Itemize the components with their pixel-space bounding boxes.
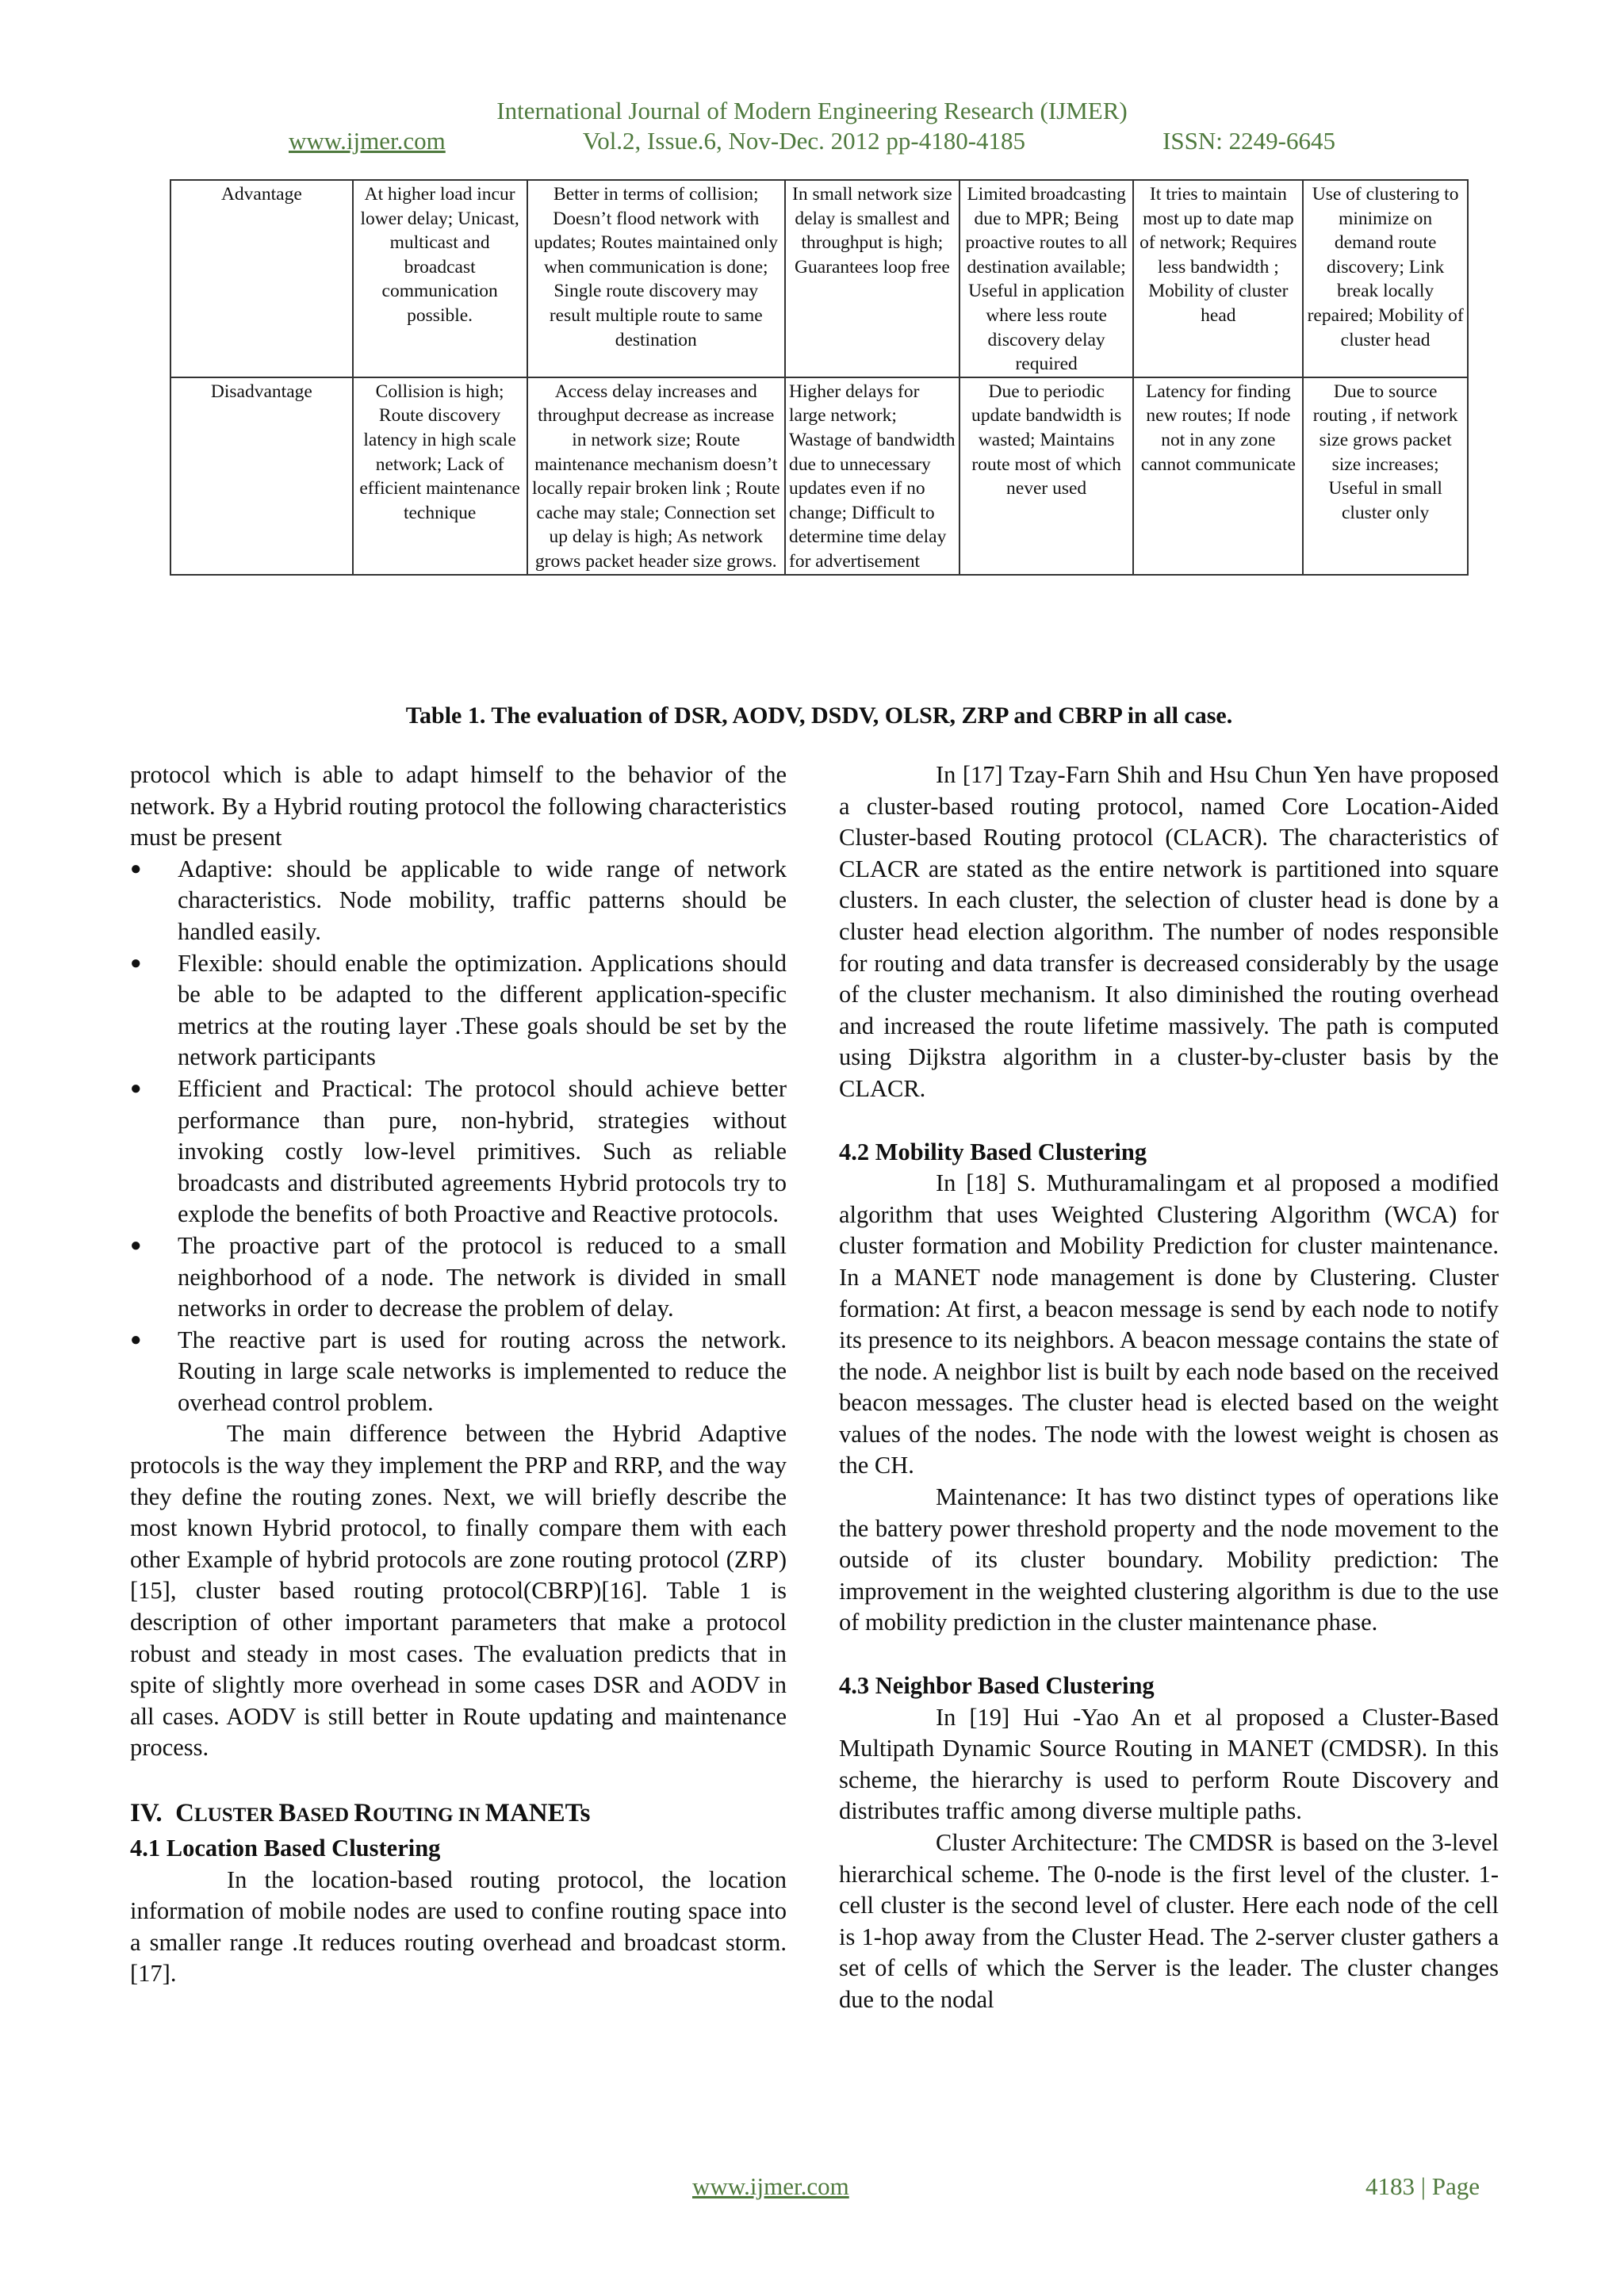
list-item: ● Flexible: should enable the optimization. Applications should be able to be adapted to the different application-specific metrics at the routing layer .These goals should be set by the network participants xyxy=(130,949,787,1071)
paragraph: In the location-based routing protocol, the location information of mobile nodes are used to confine routing space into a smaller range .It reduces routing overhead and broadcast storm. [17]. xyxy=(130,1866,787,1988)
subsection-heading-4-2: 4.2 Mobility Based Clustering xyxy=(839,1138,1147,1165)
right-column xyxy=(839,760,1499,2016)
evaluation-table xyxy=(170,179,1469,576)
table-cell: Collision is high; Route discovery latency in high scale network; Lack of efficient maintenance technique xyxy=(353,377,527,575)
characteristics-list xyxy=(130,854,787,1419)
left-column xyxy=(130,760,787,1990)
page-number: 4183 | Page xyxy=(1365,2172,1480,2200)
table-caption: Table 1. The evaluation of DSR, AODV, DSDV, OLSR, ZRP and CBRP in all case. xyxy=(405,702,1233,729)
paragraph: In [19] Hui -Yao An et al proposed a Cluster-Based Multipath Dynamic Source Routing in MANET (CMDSR). In this scheme, the hierarchy is used to perform Route Discovery and distributes traffic among diverse multiple paths. xyxy=(839,1703,1499,1825)
bullet-icon: ● xyxy=(130,858,142,879)
issn: ISSN: 2249-6645 xyxy=(1162,127,1335,155)
paragraph: Cluster Architecture: The CMDSR is based on the 3-level hierarchical scheme. The 0-node is the first level of the cluster. 1-cell cluster is the second level of cluster. Here each node of the cell is 1-hop away from the Cluster Head. The 2-server cluster gathers a set of cells of which the Server is the leader. The cluster changes due to the nodal xyxy=(839,1829,1499,2013)
paragraph: The main difference between the Hybrid Adaptive protocols is the way they implement the PRP and RRP, and the way they define the routing zones. Next, we will briefly describe the most known Hybrid protocol, to finally compare them with each other Example of hybrid protocols are zone routing protocol (ZRP)[15], cluster based routing protocol(CBRP)[16]. Table 1 is description of other important parameters that make a protocol robust and steady in most cases. The evaluation predicts that in spite of slightly more overhead in some cases DSR and AODV in all cases. AODV is still better in Route updating and maintenance process. xyxy=(130,1420,787,1762)
footer-url-link[interactable]: www.ijmer.com xyxy=(692,2172,849,2200)
paragraph: protocol which is able to adapt himself to the behavior of the network. By a Hybrid routing protocol the following characteristics must be present xyxy=(130,761,787,851)
bullet-icon: ● xyxy=(130,1077,142,1099)
table-cell: Limited broadcasting due to MPR; Being proactive routes to all destination available; Useful in application where less route discovery delay required xyxy=(959,180,1134,377)
row-header-disadvantage: Disadvantage xyxy=(170,377,353,575)
paragraph: In [18] S. Muthuramalingam et al proposed a modified algorithm that uses Weighted Clustering Algorithm (WCA) for cluster formation and Mobility Prediction for cluster maintenance. In a MANET node management is done by Clustering. Cluster formation: At first, a beacon message is send by each node to notify its presence to its neighbors. A beacon message contains the state of the node. A neighbor list is built by each node based on the received beacon messages. The cluster head is elected based on the weight values of the nodes. The node with the lowest weight is chosen as the CH. xyxy=(839,1169,1499,1479)
table-cell: Access delay increases and throughput decrease as increase in network size; Route maintenance mechanism doesn’t locally repair broken link ; Route cache may stale; Connection set up delay is high; As network grows packet header size grows. xyxy=(527,377,785,575)
row-header-advantage: Advantage xyxy=(170,180,353,377)
journal-title: International Journal of Modern Engineering Research (IJMER) xyxy=(496,97,1128,124)
table-cell: At higher load incur lower delay; Unicast, multicast and broadcast communication possible. xyxy=(353,180,527,377)
journal-url-link[interactable]: www.ijmer.com xyxy=(289,127,446,155)
header-meta xyxy=(289,127,1335,155)
subsection-heading-4-1: 4.1 Location Based Clustering xyxy=(130,1835,441,1862)
table-cell: Use of clustering to minimize on demand route discovery; Link break locally repaired; Mobility of cluster head xyxy=(1303,180,1468,377)
table-cell: Better in terms of collision; Doesn’t flood network with updates; Routes maintained only when communication is done; Single route discovery may result multiple route to same destination xyxy=(527,180,785,377)
bullet-icon: ● xyxy=(130,1234,142,1256)
volume-info: Vol.2, Issue.6, Nov-Dec. 2012 pp-4180-4185 xyxy=(582,127,1026,155)
table-row xyxy=(170,180,1468,377)
bullet-icon: ● xyxy=(130,1329,142,1350)
list-item: ● The proactive part of the protocol is reduced to a small neighborhood of a node. The network is divided in small networks in order to decrease the problem of delay. xyxy=(130,1231,787,1322)
list-item: ● The reactive part is used for routing across the network. Routing in large scale networks is implemented to reduce the overhead control problem. xyxy=(130,1326,787,1416)
paragraph: In [17] Tzay-Farn Shih and Hsu Chun Yen have proposed a cluster-based routing protocol, named Core Location-Aided Cluster-based Routing protocol (CLACR). The characteristics of CLACR are stated as the entire network is partitioned into square clusters. In each cluster, the selection of cluster head is done by a cluster head election algorithm. The number of nodes responsible for routing and data transfer is decreased considerably by the usage of the cluster mechanism. It also diminished the routing overhead and increased the route lifetime massively. The path is computed using Dijkstra algorithm in a cluster-by-cluster basis by the CLACR. xyxy=(839,761,1499,1102)
table-cell: Due to source routing , if network size grows packet size increases; Useful in small cluster only xyxy=(1303,377,1468,575)
table-cell: Due to periodic update bandwidth is wasted; Maintains route most of which never used xyxy=(959,377,1134,575)
subsection-heading-4-3: 4.3 Neighbor Based Clustering xyxy=(839,1672,1155,1700)
table-cell: Latency for finding new routes; If node not in any zone cannot communicate xyxy=(1133,377,1303,575)
table-row xyxy=(170,377,1468,575)
table-cell: Higher delays for large network; Wastage of bandwidth due to unnecessary updates even if no change; Difficult to determine time delay for advertisement xyxy=(785,377,959,575)
section-heading-iv: IV. CLUSTER BASED ROUTING IN MANETs xyxy=(130,1799,591,1827)
table-cell: In small network size delay is smallest and throughput is high; Guarantees loop free xyxy=(785,180,959,377)
table-cell: It tries to maintain most up to date map of network; Requires less bandwidth ; Mobility of cluster head xyxy=(1133,180,1303,377)
list-item: ● Efficient and Practical: The protocol should achieve better performance than pure, non-hybrid, strategies without invoking costly low-level primitives. Such as reliable broadcasts and distributed agreements Hybrid protocols try to explode the benefits of both Proactive and Reactive protocols. xyxy=(130,1074,787,1228)
paragraph: Maintenance: It has two distinct types of operations like the battery power threshold property and the node movement to the outside of its cluster boundary. Mobility prediction: The improvement in the weighted clustering algorithm is due to the use of mobility prediction in the cluster maintenance phase. xyxy=(839,1483,1499,1636)
list-item: ● Adaptive: should be applicable to wide range of network characteristics. Node mobility, traffic patterns should be handled easily. xyxy=(130,855,787,945)
bullet-icon: ● xyxy=(130,952,142,974)
